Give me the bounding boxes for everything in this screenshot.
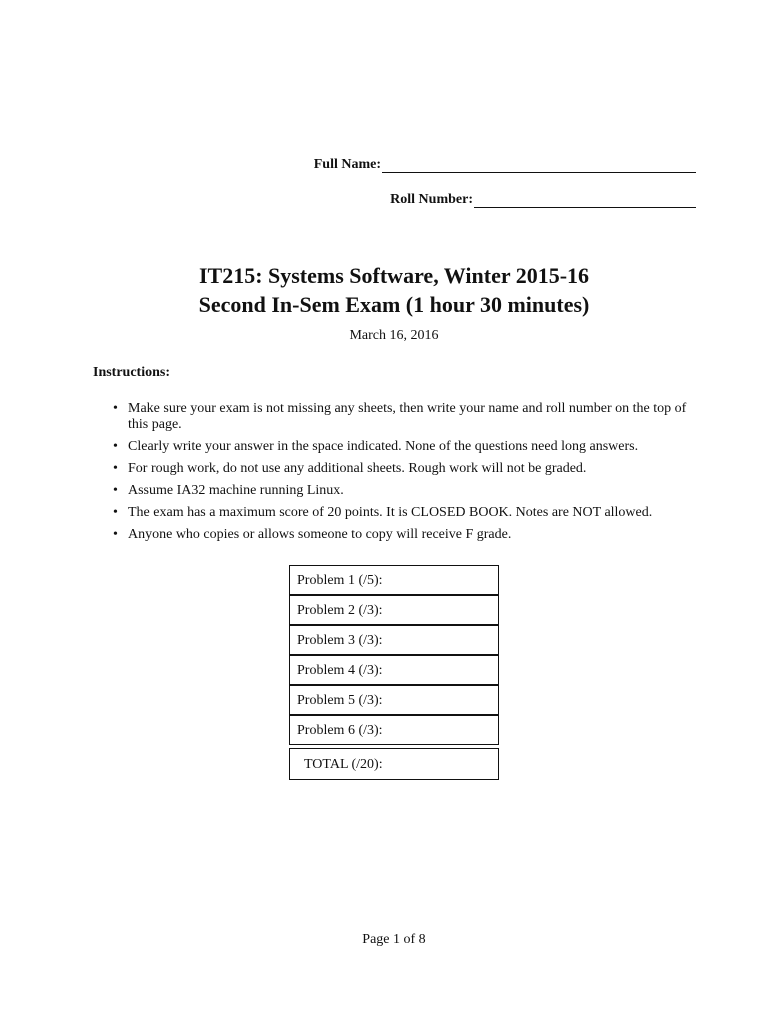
exam-date: March 16, 2016 <box>349 328 439 343</box>
roll-number-label: Roll Number: <box>390 192 473 207</box>
instructions-heading: Instructions: <box>93 365 171 380</box>
instruction-item: • For rough work, do not use any additional sheets. Rough work will not be graded. <box>128 461 700 477</box>
roll-number-field[interactable] <box>390 192 696 208</box>
full-name-blank-line[interactable] <box>382 158 696 173</box>
exam-title-line2: Second In-Sem Exam (1 hour 30 minutes) <box>198 292 590 317</box>
instruction-item: • Clearly write your answer in the space indicated. None of the questions need long answers. <box>128 439 700 455</box>
score-row-problem-5: Problem 5 (/3): <box>289 685 499 715</box>
instruction-item: • Assume IA32 machine running Linux. <box>128 483 700 499</box>
instruction-item: • Make sure your exam is not missing any sheets, then write your name and roll number on the top of this page. <box>128 401 700 433</box>
score-row-problem-3: Problem 3 (/3): <box>289 625 499 655</box>
score-row-problem-6: Problem 6 (/3): <box>289 715 499 745</box>
score-table <box>289 565 499 780</box>
page-number: Page 1 of 8 <box>362 932 426 947</box>
instructions-list <box>128 401 700 549</box>
score-row-problem-4: Problem 4 (/3): <box>289 655 499 685</box>
score-row-problem-2: Problem 2 (/3): <box>289 595 499 625</box>
full-name-label: Full Name: <box>313 157 381 172</box>
score-row-problem-1: Problem 1 (/5): <box>289 565 499 595</box>
instruction-item: • The exam has a maximum score of 20 points. It is CLOSED BOOK. Notes are NOT allowed. <box>128 505 700 521</box>
exam-title-line1: IT215: Systems Software, Winter 2015-16 <box>198 263 590 288</box>
instruction-item: • Anyone who copies or allows someone to copy will receive F grade. <box>128 527 700 543</box>
roll-number-blank-line[interactable] <box>474 193 696 208</box>
full-name-field[interactable] <box>314 157 696 173</box>
score-row-total: TOTAL (/20): <box>289 748 499 780</box>
